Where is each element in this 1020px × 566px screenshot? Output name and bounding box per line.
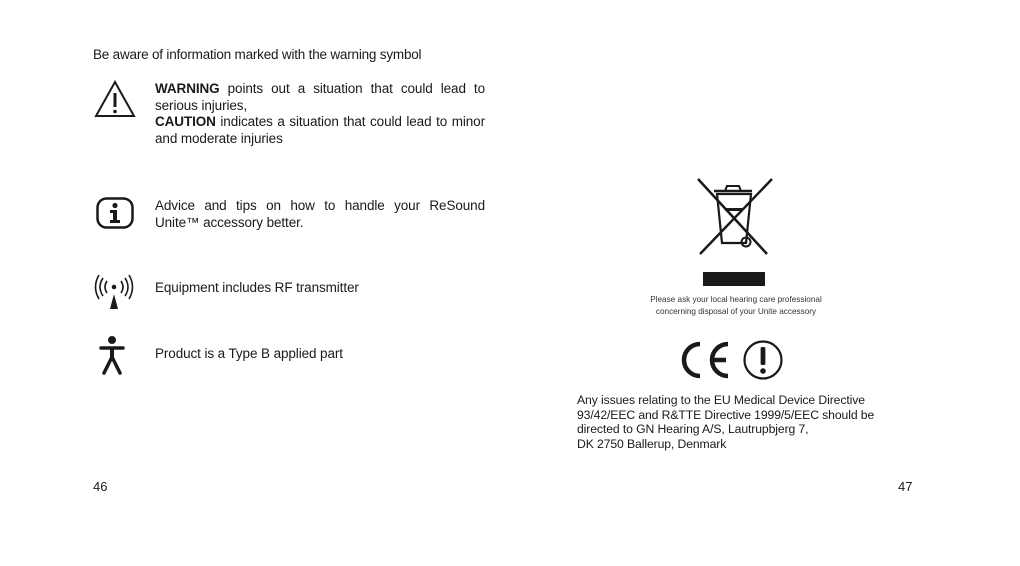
alert-circle-icon [742,339,784,381]
type-b-applied-part-icon [98,335,126,375]
eu-directive-text: Any issues relating to the EU Medical Device Directive 93/42/EEC and R&TTE Directive 1999/5/EEC should be directed to GN Hearing A/S, Lautrupbjerg 7, DK 2750 Ballerup, Denmark [577,393,875,452]
weee-disposal-note: Please ask your local hearing care professional concerning disposal of your Unite accessory [650,295,822,316]
page-number-left: 46 [93,479,108,494]
ce-mark-icon [676,340,732,380]
info-icon [96,197,134,229]
warning-triangle-icon [94,80,136,118]
typeb-description: Product is a Type B applied part [155,346,343,361]
advice-description: Advice and tips on how to handle your ReSound Unite™ accessory better. [155,198,485,230]
intro-text: Be aware of information marked with the warning symbol [93,47,422,62]
warning-caution-description [155,81,485,147]
caution-label: CAUTION indicates a situation that could lead to minor and moderate injuries [155,114,485,146]
rf-transmitter-icon [94,274,134,310]
weee-crossed-bin-icon [692,176,776,288]
page-number-right: 47 [898,479,913,494]
warning-label: WARNING points out a situation that could lead to serious injuries, [155,81,485,113]
rf-description: Equipment includes RF transmitter [155,280,359,295]
